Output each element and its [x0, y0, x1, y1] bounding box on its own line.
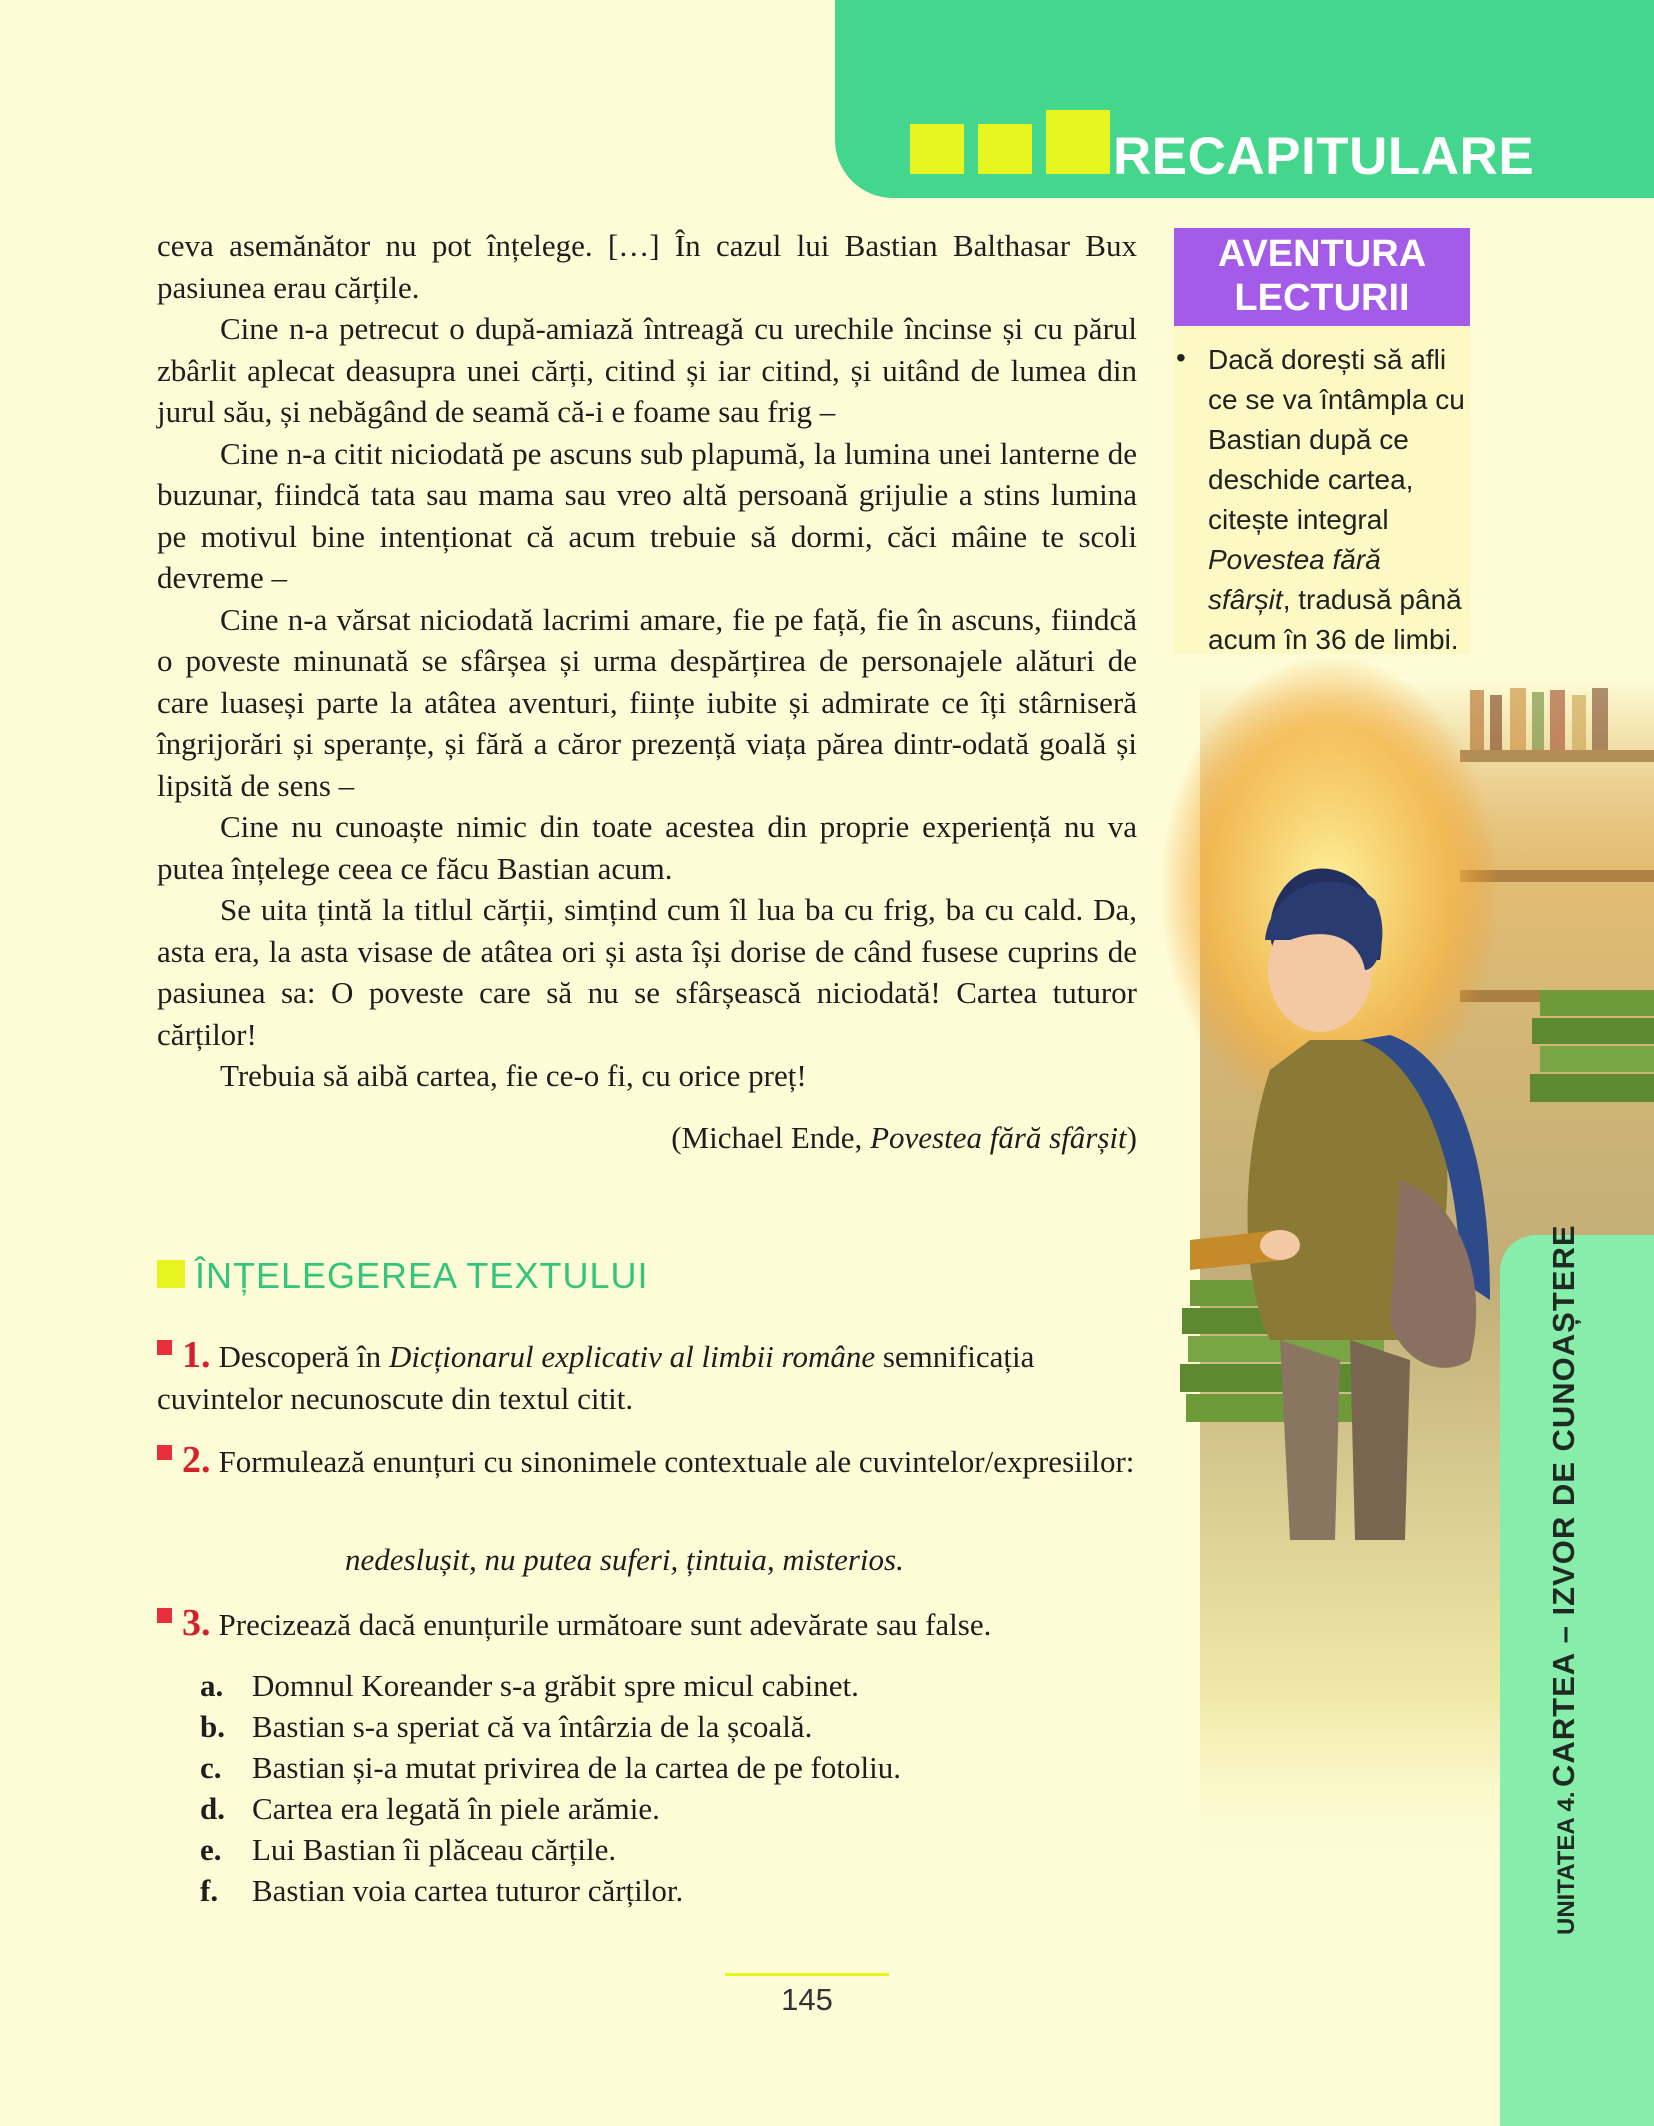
task-1-text-b: semnificația cuvintelor necunoscute din textul citit.: [157, 1339, 1035, 1416]
list-item: [200, 1706, 901, 1747]
unit-side-tab-label: [1546, 1224, 1582, 1935]
section-title: RECAPITULARE: [1113, 127, 1535, 186]
paragraph-5: Cine nu cunoaște nimic din toate acestea din proprie experiență nu va putea înțelege ceea ce făcu Bastian acum.: [157, 809, 1137, 886]
page-number: 145: [781, 1982, 833, 2017]
page-number-rule: [725, 1973, 889, 1976]
item-text: Bastian voia cartea tuturor cărților.: [252, 1873, 684, 1908]
list-item: [200, 1829, 901, 1870]
aside-text-part1: Dacă dorești să afli ce se va întâmpla cu Bastian după ce deschide cartea, citește integral: [1208, 344, 1465, 535]
aside-text-italic: Povestea fără sfârșit: [1208, 544, 1381, 615]
item-letter: d.: [200, 1791, 225, 1826]
task-2: [157, 1440, 1137, 1483]
header-square-2: [978, 124, 1032, 174]
paragraph-3: Cine n-a citit niciodată pe ascuns sub plapumă, la lumina unei lanterne de buzunar, fiindcă tata sau mama sau vreo altă persoană grijulie a stins lumina pe motivul bine intenționat că acum trebuie să dormi, căci mâine te scoli devreme –: [157, 435, 1137, 595]
task-number: 1.: [182, 1334, 211, 1376]
aside-body: [1174, 326, 1470, 654]
task-number: 3.: [182, 1602, 211, 1644]
paragraph-2: Cine n-a petrecut o după-amiază întreagă cu urechile încinse și cu părul zbârlit aplecat deasupra unei cărți, citind și iar citind, și uitând de lumea din jurul său, și nebăgând de seamă că-i e foame sau frig –: [157, 311, 1137, 429]
section-heading: [157, 1255, 648, 1297]
task-1-text-a: Descoperă în: [218, 1339, 389, 1374]
header-square-3: [1046, 110, 1110, 174]
aside-text-part2: , tradusă până acum în 36 de limbi.: [1208, 584, 1462, 655]
unit-title: CARTEA – IZVOR DE CUNOAȘTERE: [1546, 1224, 1581, 1787]
item-text: Lui Bastian îi plăceau cărțile.: [252, 1832, 617, 1867]
citation-close: ): [1126, 1120, 1137, 1155]
item-letter: a.: [200, 1668, 224, 1703]
task-3-text: Precizează dacă enunțurile următoare sunt adevărate sau false.: [218, 1607, 992, 1642]
task-1: [157, 1335, 1137, 1419]
item-text: Bastian s-a speriat că va întârzia de la școală.: [252, 1709, 813, 1744]
citation-work: Povestea fără sfârșit: [870, 1120, 1127, 1155]
square-marker-icon: [157, 1260, 185, 1288]
item-letter: c.: [200, 1750, 222, 1785]
red-square-icon: [157, 1608, 172, 1623]
paragraph-6: Se uita țintă la titlul cărții, simțind cum îl lua ba cu frig, ba cu cald. Da, asta era, la asta visase de atâtea ori și asta își dorise de când fusese cuprins de pasiunea sa: O poveste care să nu se sfârșească niciodată! Cartea tuturor cărților!: [157, 892, 1137, 1052]
bullet-icon: •: [1176, 342, 1186, 373]
aside-title: [1174, 228, 1470, 326]
item-letter: b.: [200, 1709, 225, 1744]
unit-number: UNITATEA 4.: [1553, 1791, 1580, 1935]
list-item: [200, 1870, 901, 1911]
aside-text: [1208, 340, 1468, 660]
true-false-list: [200, 1665, 901, 1911]
task-2-words: nedeslușit, nu putea suferi, țintuia, misterios.: [345, 1542, 904, 1577]
task-3: [157, 1603, 1137, 1646]
citation-open: (Michael Ende,: [671, 1120, 871, 1155]
list-item: [200, 1665, 901, 1706]
citation: [157, 1120, 1137, 1156]
item-letter: f.: [200, 1873, 219, 1908]
list-item: [200, 1788, 901, 1829]
red-square-icon: [157, 1445, 172, 1460]
aside-title-line2: LECTURII: [1234, 277, 1410, 319]
paragraph-4: Cine n-a vărsat niciodată lacrimi amare, fie pe față, fie în ascuns, fiindcă o poveste minunată se sfârșea și urma despărțirea de personajele alături de care luaseși parte la atâtea aventuri, ființe iubite și admirate ce îți stârniseră îngrijorări și speranțe, și fără a căror prezență viața părea dintr-odată goală și lipsită de sens –: [157, 601, 1137, 803]
item-letter: e.: [200, 1832, 222, 1867]
item-text: Bastian și-a mutat privirea de la cartea de pe fotoliu.: [252, 1750, 902, 1785]
item-text: Domnul Koreander s-a grăbit spre micul cabinet.: [252, 1668, 859, 1703]
paragraph-1: ceva asemănător nu pot înțelege. […] În cazul lui Bastian Balthasar Bux pasiunea erau cărțile.: [157, 228, 1137, 305]
red-square-icon: [157, 1340, 172, 1355]
aside-title-line1: AVENTURA: [1217, 233, 1427, 275]
story-excerpt: [157, 225, 1137, 1097]
task-number: 2.: [182, 1439, 211, 1481]
task-2-text: Formulează enunțuri cu sinonimele contextuale ale cuvintelor/expresiilor:: [218, 1444, 1135, 1479]
section-heading-text: ÎNȚELEGEREA TEXTULUI: [195, 1255, 649, 1296]
task-1-text-italic: Dicționarul explicativ al limbii române: [388, 1339, 876, 1374]
item-text: Cartea era legată în piele arămie.: [252, 1791, 660, 1826]
header-square-1: [910, 124, 964, 174]
list-item: [200, 1747, 901, 1788]
header-squares: [910, 124, 1110, 174]
paragraph-7: Trebuia să aibă cartea, fie ce-o fi, cu orice preț!: [220, 1058, 807, 1093]
